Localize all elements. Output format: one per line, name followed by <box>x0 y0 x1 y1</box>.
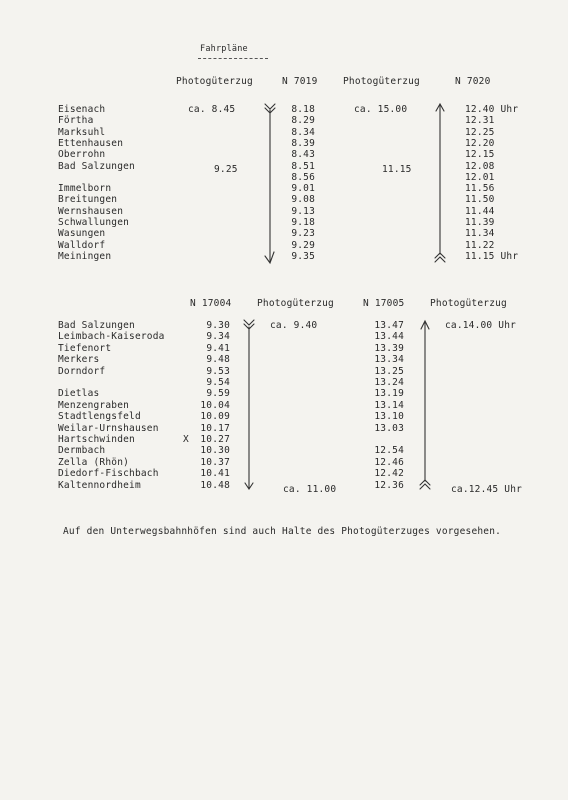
time-n17005: 13.03 <box>374 422 404 434</box>
station-name: Kaltennordheim <box>58 479 141 491</box>
station-name: Breitungen <box>58 194 118 206</box>
station-name: Bad Salzungen <box>58 160 135 172</box>
time-n7019: 9.18 <box>291 217 315 228</box>
station-name: Dorndorf <box>58 365 106 377</box>
station-name: Immelborn <box>58 183 112 195</box>
time-n17005: 12.36 <box>374 479 404 491</box>
down-arrow-icon <box>244 320 254 489</box>
time-n7019: 8.18 <box>291 104 315 115</box>
time-n7019: 8.34 <box>291 126 315 138</box>
time-n7019: 8.29 <box>291 115 315 127</box>
t2-photo1-end: ca. 11.00 <box>283 484 337 495</box>
time-n7020: 11.15 Uhr <box>465 250 519 262</box>
station-name: Zella (Rhön) <box>58 456 130 468</box>
station-name: Dietlas <box>58 388 100 400</box>
time-n17005: 13.39 <box>374 342 404 354</box>
time-n7020: 11.22 <box>465 239 495 251</box>
t1-header-photo1: Photogüterzug <box>176 76 253 87</box>
t2-photo2-end: ca.12.45 Uhr <box>451 484 523 495</box>
time-n17004: 10.17 <box>200 422 230 434</box>
time-n7020: 11.44 <box>465 205 495 217</box>
time-n7019: 9.13 <box>291 205 315 217</box>
time-n7019: 9.23 <box>291 228 315 240</box>
time-n7020: 12.25 <box>465 126 495 138</box>
time-n17005: 13.14 <box>374 399 404 411</box>
t2-photo2-start: ca.14.00 Uhr <box>445 320 517 331</box>
page-title: Fahrpläne <box>200 44 248 54</box>
station-name: Tiefenort <box>58 342 112 354</box>
time-n7019: 9.35 <box>291 250 315 262</box>
station-name: Eisenach <box>58 104 106 115</box>
station-name: Wernshausen <box>58 205 124 217</box>
station-name: Leimbach-Kaiseroda <box>58 331 165 343</box>
time-n7019: 8.56 <box>291 171 315 183</box>
time-n17004: 9.54 <box>206 377 230 388</box>
station-name: Hartschwinden <box>58 434 135 445</box>
t2-photo1-start: ca. 9.40 <box>270 320 318 331</box>
time-n7019: 8.39 <box>291 137 315 149</box>
time-n17004: 10.30 <box>200 445 230 457</box>
time-n17004: 9.48 <box>206 354 230 366</box>
title-underline <box>198 58 268 59</box>
footnote: Auf den Unterwegsbahnhöfen sind auch Halte des Photogüterzuges vorgesehen. <box>63 526 502 537</box>
time-n17005: 12.54 <box>374 445 404 457</box>
time-n7020: 12.40 Uhr <box>465 104 519 115</box>
station-name: Oberrohn <box>58 149 106 161</box>
time-n7019: 8.51 <box>291 160 315 172</box>
time-n7020: 12.31 <box>465 115 495 127</box>
station-name: Ettenhausen <box>58 137 124 149</box>
t1-header-n7020: N 7020 <box>455 76 491 87</box>
time-n17004: 9.34 <box>206 331 230 343</box>
station-name: Dermbach <box>58 445 106 457</box>
halt-mark: X <box>183 434 189 445</box>
time-n17005: 12.46 <box>374 456 404 468</box>
time-n7020: 12.20 <box>465 137 495 149</box>
time-n17004: 9.41 <box>206 342 230 354</box>
t1-photo1-start: ca. 8.45 <box>188 104 236 115</box>
time-n7020: 12.08 <box>465 160 495 172</box>
time-n17005: 13.19 <box>374 388 404 400</box>
t1-photo1-mid: 9.25 <box>214 164 238 175</box>
station-name: Wasungen <box>58 228 106 240</box>
time-n17005: 13.25 <box>374 365 404 377</box>
time-n17004: 10.37 <box>200 456 230 468</box>
time-n17004: 9.53 <box>206 365 230 377</box>
up-arrow-icon <box>435 104 445 262</box>
time-n7020: 12.15 <box>465 149 495 161</box>
time-n7020: 11.39 <box>465 217 495 228</box>
station-name: Förtha <box>58 115 94 127</box>
station-name: Bad Salzungen <box>58 320 135 331</box>
time-n17004: 10.41 <box>200 468 230 480</box>
time-n7019: 8.43 <box>291 149 315 161</box>
station-name: Weilar-Urnshausen <box>58 422 159 434</box>
t2-header-photo1: Photogüterzug <box>257 298 334 309</box>
time-n17004: 9.30 <box>206 320 230 331</box>
t2-header-n17004: N 17004 <box>190 298 232 309</box>
time-n17004: 10.09 <box>200 411 230 423</box>
t1-header-photo2: Photogüterzug <box>343 76 420 87</box>
t1-photo2-mid: 11.15 <box>382 164 412 175</box>
time-n17005: 13.44 <box>374 331 404 343</box>
station-name: Marksuhl <box>58 126 106 138</box>
t1-photo2-start: ca. 15.00 <box>354 104 408 115</box>
time-n17004: 10.48 <box>200 479 230 491</box>
time-n7020: 12.01 <box>465 171 495 183</box>
time-n17005: 13.34 <box>374 354 404 366</box>
time-n17004: 10.27 <box>200 434 230 445</box>
up-arrow-icon <box>420 321 430 489</box>
station-name: Diedorf-Fischbach <box>58 468 159 480</box>
time-n17005: 13.24 <box>374 377 404 388</box>
t2-header-n17005: N 17005 <box>363 298 405 309</box>
time-n7019: 9.01 <box>291 183 315 195</box>
time-n17004: 10.04 <box>200 399 230 411</box>
t1-header-n7019: N 7019 <box>282 76 318 87</box>
time-n7020: 11.56 <box>465 183 495 195</box>
time-n7019: 9.08 <box>291 194 315 206</box>
time-n7019: 9.29 <box>291 239 315 251</box>
time-n7020: 11.50 <box>465 194 495 206</box>
t2-header-photo2: Photogüterzug <box>430 298 507 309</box>
station-name: Schwallungen <box>58 217 130 228</box>
station-name: Stadtlengsfeld <box>58 411 141 423</box>
station-name: Merkers <box>58 354 100 366</box>
station-name: Walldorf <box>58 239 106 251</box>
time-n7020: 11.34 <box>465 228 495 240</box>
station-name: Menzengraben <box>58 399 130 411</box>
time-n17005: 12.42 <box>374 468 404 480</box>
time-n17004: 9.59 <box>206 388 230 400</box>
station-name: Meiningen <box>58 250 112 262</box>
time-n17005: 13.10 <box>374 411 404 423</box>
time-n17005: 13.47 <box>374 320 404 331</box>
